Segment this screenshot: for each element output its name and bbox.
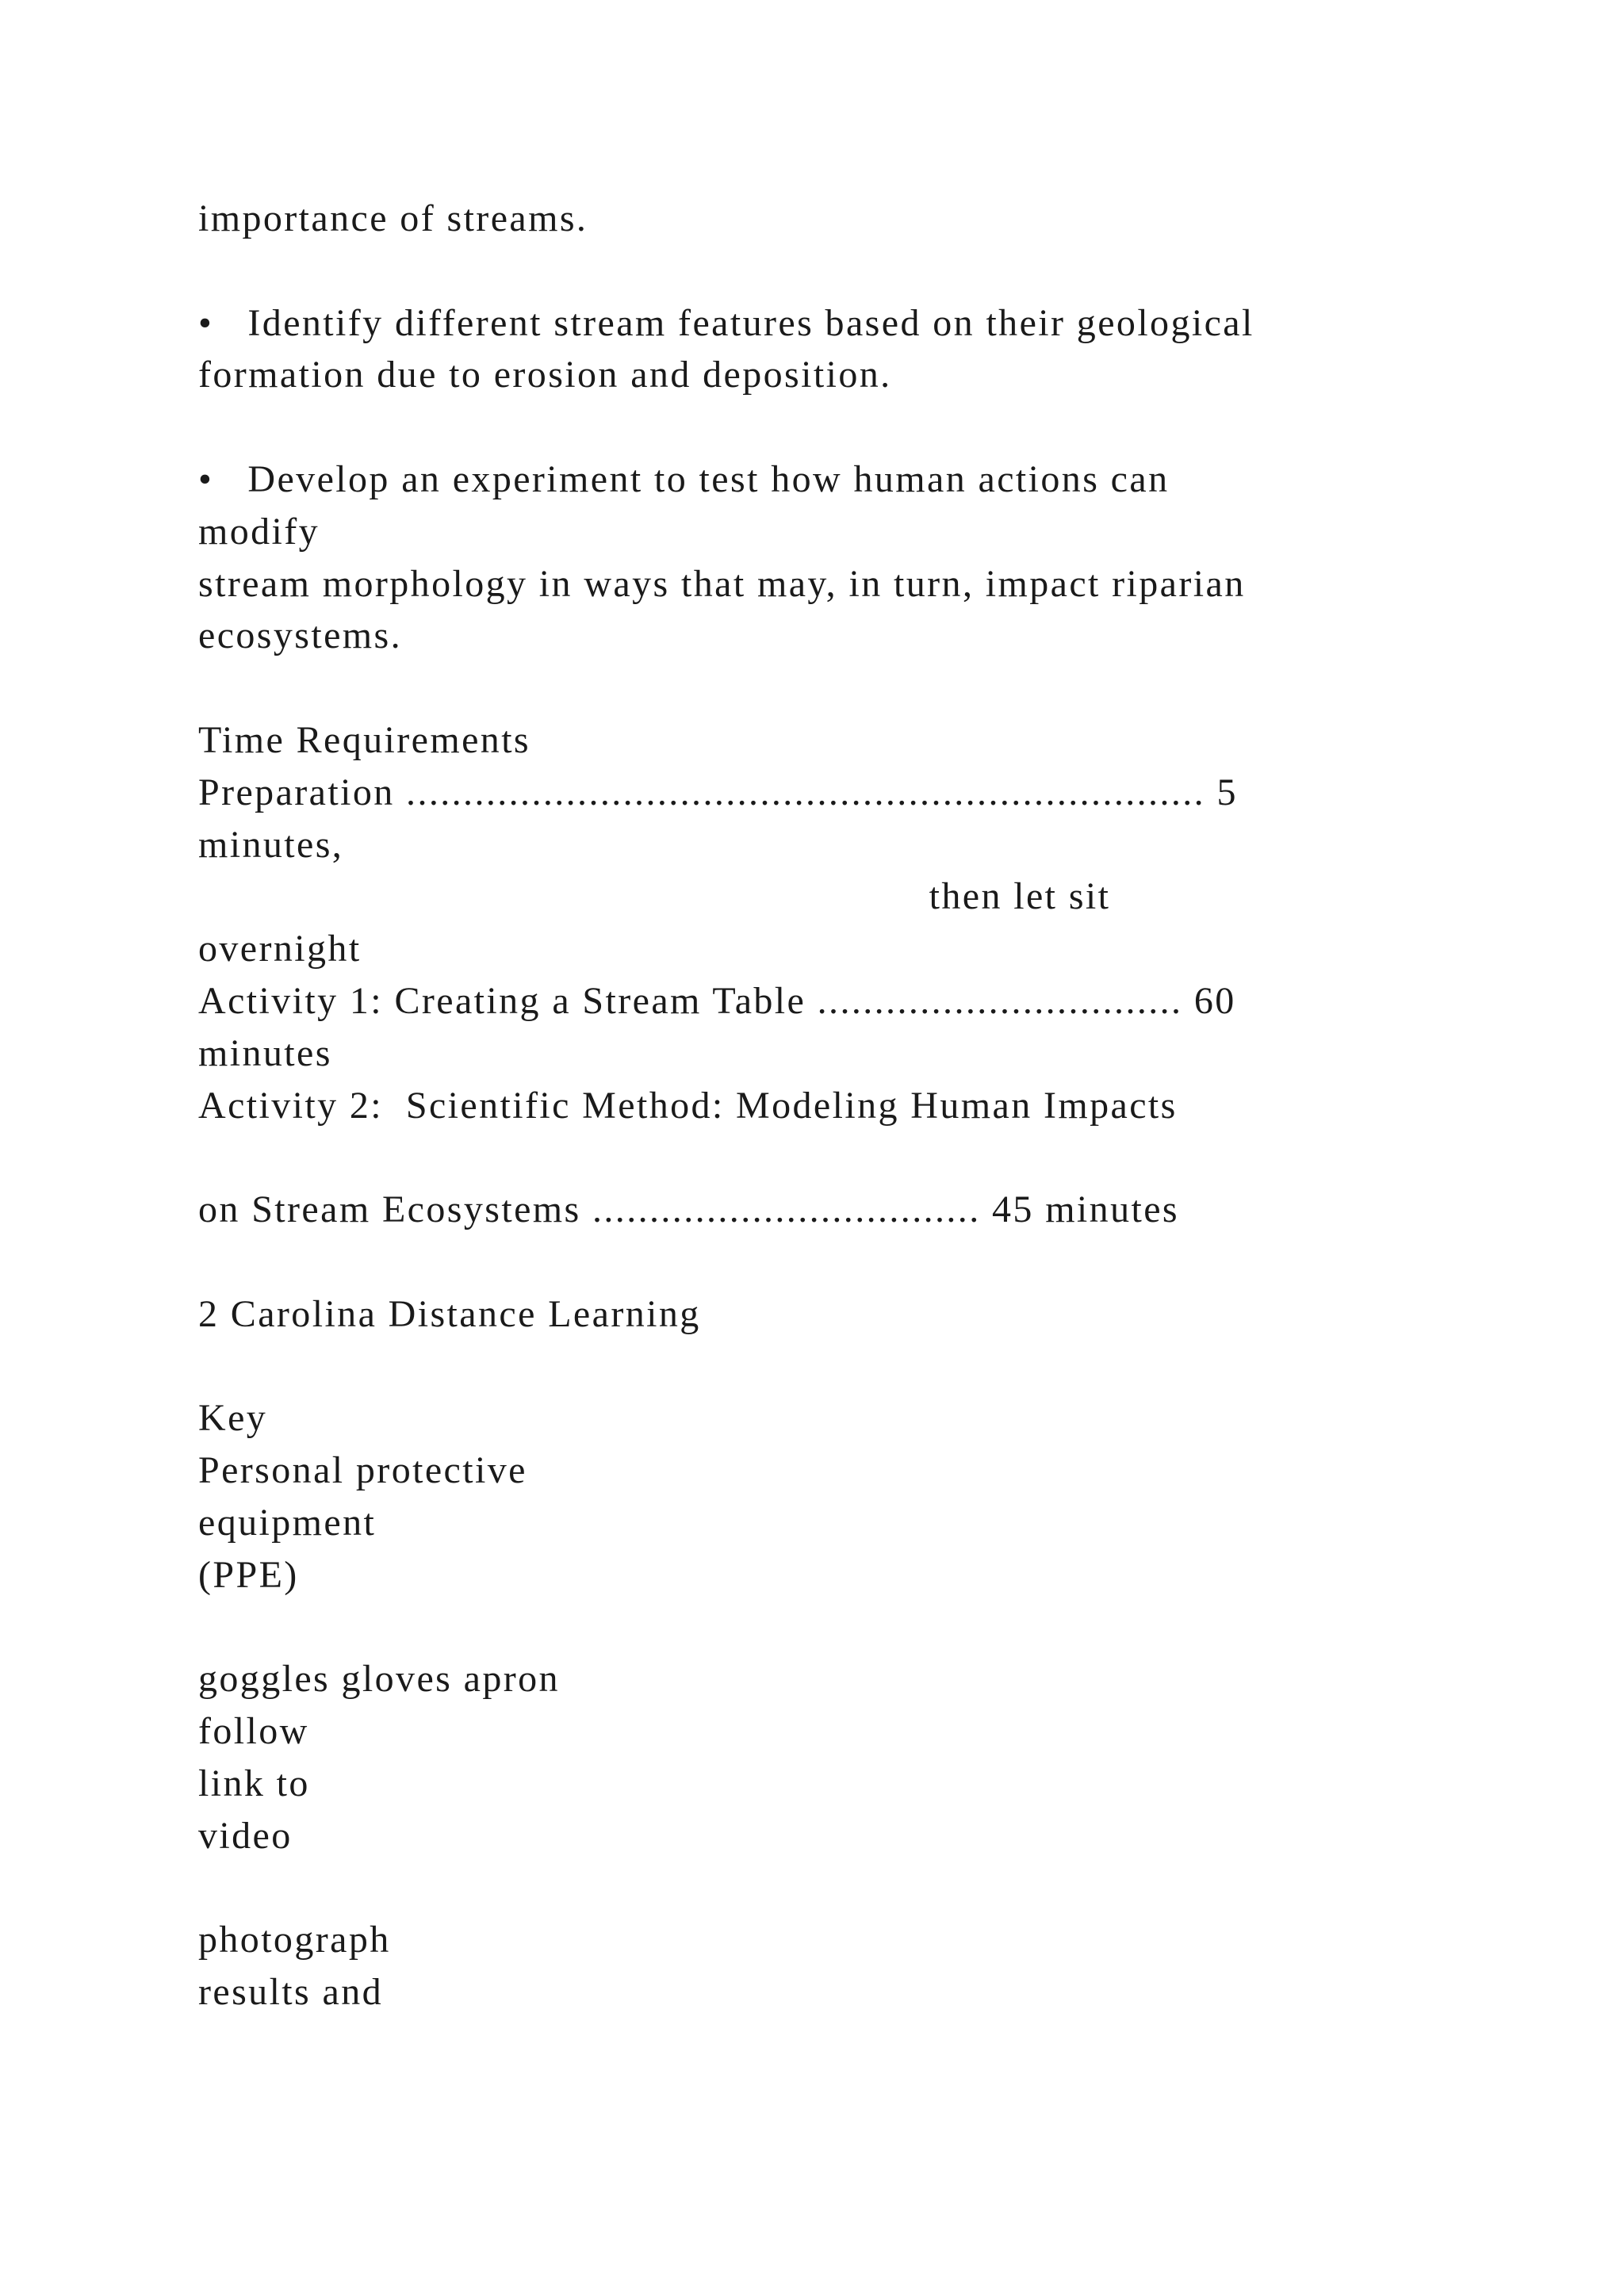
text-line: ecosystems.: [198, 614, 403, 657]
time-requirement-line: Activity 1: Creating a Stream Table ................................ 60: [198, 979, 1236, 1022]
key-item: (PPE): [198, 1553, 299, 1596]
time-requirement-line: Preparation ...................................................................... 5: [198, 771, 1238, 813]
section-heading: Time Requirements: [198, 718, 531, 761]
text-line: importance of streams.: [198, 197, 588, 239]
document-body: [198, 193, 1499, 2019]
blank-line: [198, 1862, 1499, 1915]
blank-line: [198, 1236, 1499, 1288]
key-item: goggles gloves apron: [198, 1658, 560, 1701]
key-heading: Key: [198, 1397, 268, 1440]
bullet-line: • Develop an experiment to test how human actions can: [198, 457, 1170, 500]
key-item: link to: [198, 1762, 310, 1804]
text-line: overnight: [198, 928, 362, 970]
text-line: minutes,: [198, 823, 344, 866]
text-line: stream morphology in ways that may, in turn, impact riparian: [198, 562, 1246, 605]
key-item: video: [198, 1814, 293, 1857]
time-requirement-line: Activity 2: Scientific Method: Modeling Human Impacts: [198, 1084, 1178, 1127]
page-footer: 2 Carolina Distance Learning: [198, 1292, 701, 1335]
blank-line: [198, 662, 1499, 714]
blank-line: [198, 1131, 1499, 1184]
text-line: formation due to erosion and deposition.: [198, 354, 892, 396]
blank-line: [198, 1341, 1499, 1393]
bullet-line: • Identify different stream features based on their geological: [198, 301, 1254, 344]
key-item: Personal protective: [198, 1449, 527, 1492]
key-item: follow: [198, 1710, 309, 1753]
text-line: then let sit: [198, 875, 1111, 918]
text-line: minutes: [198, 1031, 332, 1074]
time-requirement-line: on Stream Ecosystems .................................. 45 minutes: [198, 1188, 1179, 1231]
blank-line: [198, 1601, 1499, 1654]
text-line: modify: [198, 510, 320, 553]
blank-line: [198, 245, 1499, 297]
key-item: equipment: [198, 1501, 377, 1544]
key-item: photograph: [198, 1919, 391, 1961]
blank-line: [198, 401, 1499, 453]
key-item: results and: [198, 1971, 384, 2014]
